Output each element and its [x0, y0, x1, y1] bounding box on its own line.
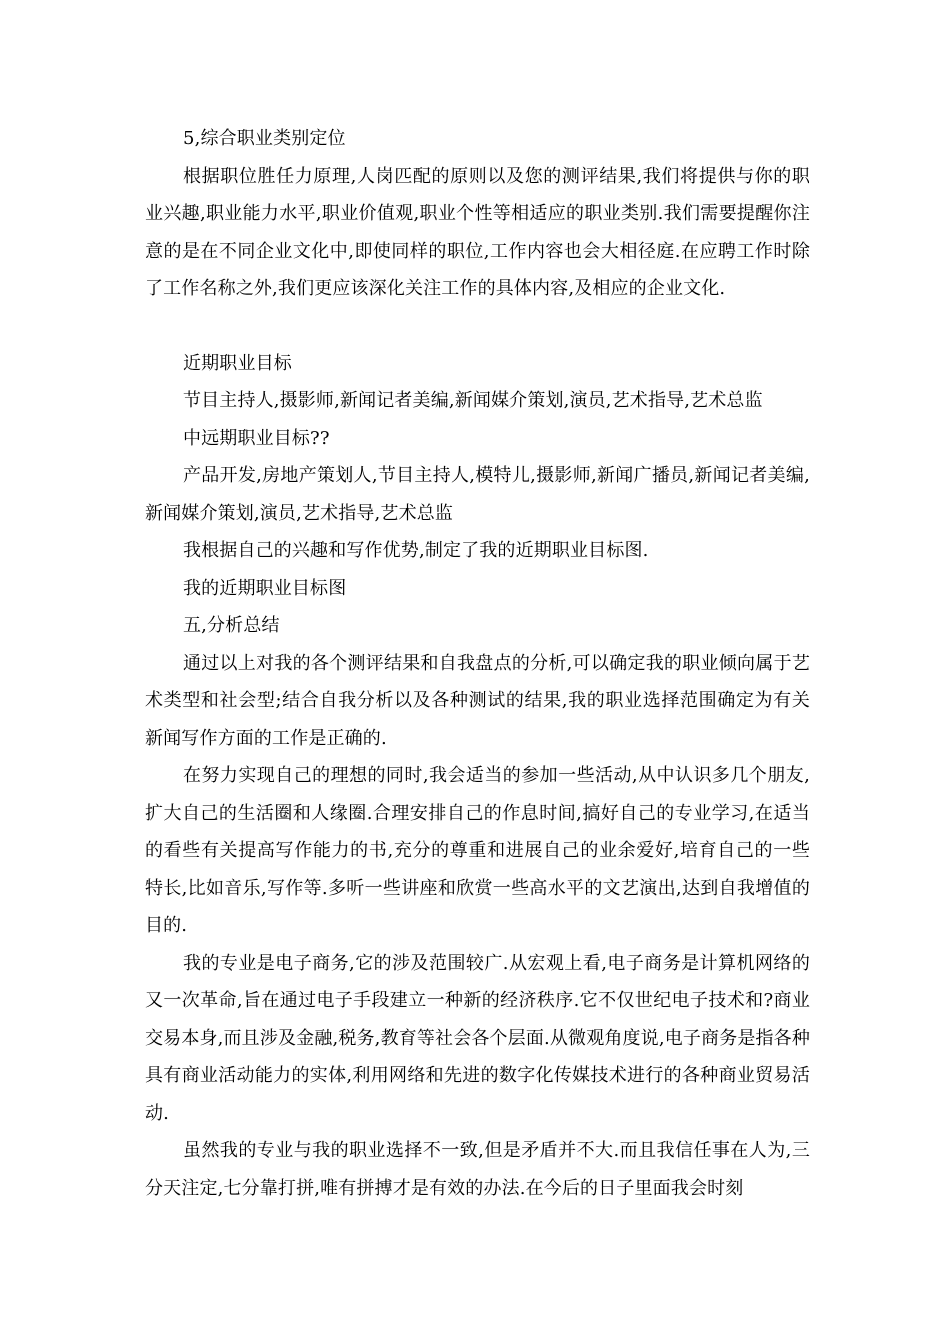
paragraph-major-description: 我的专业是电子商务,它的涉及范围较广.从宏观上看,电子商务是计算机网络的又一次革命,旨在通过电子手段建立一种新的经济秩序.它不仅世纪电子技术和?商业交易本身,而且涉及金融,税务,教育等社会各个层面.从微观角度说,电子商务是指各种具有商业活动能力的实体,利用网络和先进的数字化传媒技术进行的各种商业贸易活动. — [145, 952, 810, 1124]
paragraph-major-vs-career: 虽然我的专业与我的职业选择不一致,但是矛盾并不大.而且我信任事在人为,三分天注定,七分靠打拼,唯有拼搏才是有效的办法.在今后的日子里面我会时刻 — [145, 1140, 810, 1199]
paragraph-summary-analysis: 通过以上对我的各个测评结果和自我盘点的分析,可以确定我的职业倾向属于艺术类型和社会型;结合自我分析以及各种测试的结果,我的职业选择范围确定为有关新闻写作方面的工作是正确的. — [145, 652, 810, 749]
paragraph-mid-long-term-goal-list: 产品开发,房地产策划人,节目主持人,模特儿,摄影师,新闻广播员,新闻记者美编,新闻媒介策划,演员,艺术指导,艺术总监 — [145, 465, 810, 524]
section-heading-career-category: 5,综合职业类别定位 — [183, 128, 346, 149]
heading-mid-long-term-goal: 中远期职业目标?? — [183, 427, 330, 449]
blank-line — [145, 308, 810, 345]
heading-short-term-goal: 近期职业目标 — [183, 352, 292, 374]
heading-goal-chart: 我的近期职业目标图 — [183, 577, 347, 599]
paragraph-short-term-goal-list: 节目主持人,摄影师,新闻记者美编,新闻媒介策划,演员,艺术指导,艺术总监 — [183, 390, 763, 411]
paragraph-goal-chart-intro: 我根据自己的兴趣和写作优势,制定了我的近期职业目标图. — [183, 540, 649, 561]
section-heading-summary: 五,分析总结 — [183, 615, 280, 636]
paragraph-career-category: 根据职位胜任力原理,人岗匹配的原则以及您的测评结果,我们将提供与你的职业兴趣,职业能力水平,职业价值观,职业个性等相适应的职业类别.我们需要提醒你注意的是在不同企业文化中,即使同样的职位,工作内容也会大相径庭.在应聘工作时除了工作名称之外,我们更应该深化关注工作的具体内容,及相应的企业文化. — [145, 165, 810, 299]
paragraph-activities-plan: 在努力实现自己的理想的同时,我会适当的参加一些活动,从中认识多几个朋友,扩大自己的生活圈和人缘圈.合理安排自己的作息时间,搞好自己的专业学习,在适当的看些有关提高写作能力的书,充分的尊重和进展自己的业余爱好,培育自己的一些特长,比如音乐,写作等.多听一些讲座和欣赏一些高水平的文艺演出,达到自我增值的目的. — [145, 765, 810, 936]
document-body — [145, 120, 810, 1207]
